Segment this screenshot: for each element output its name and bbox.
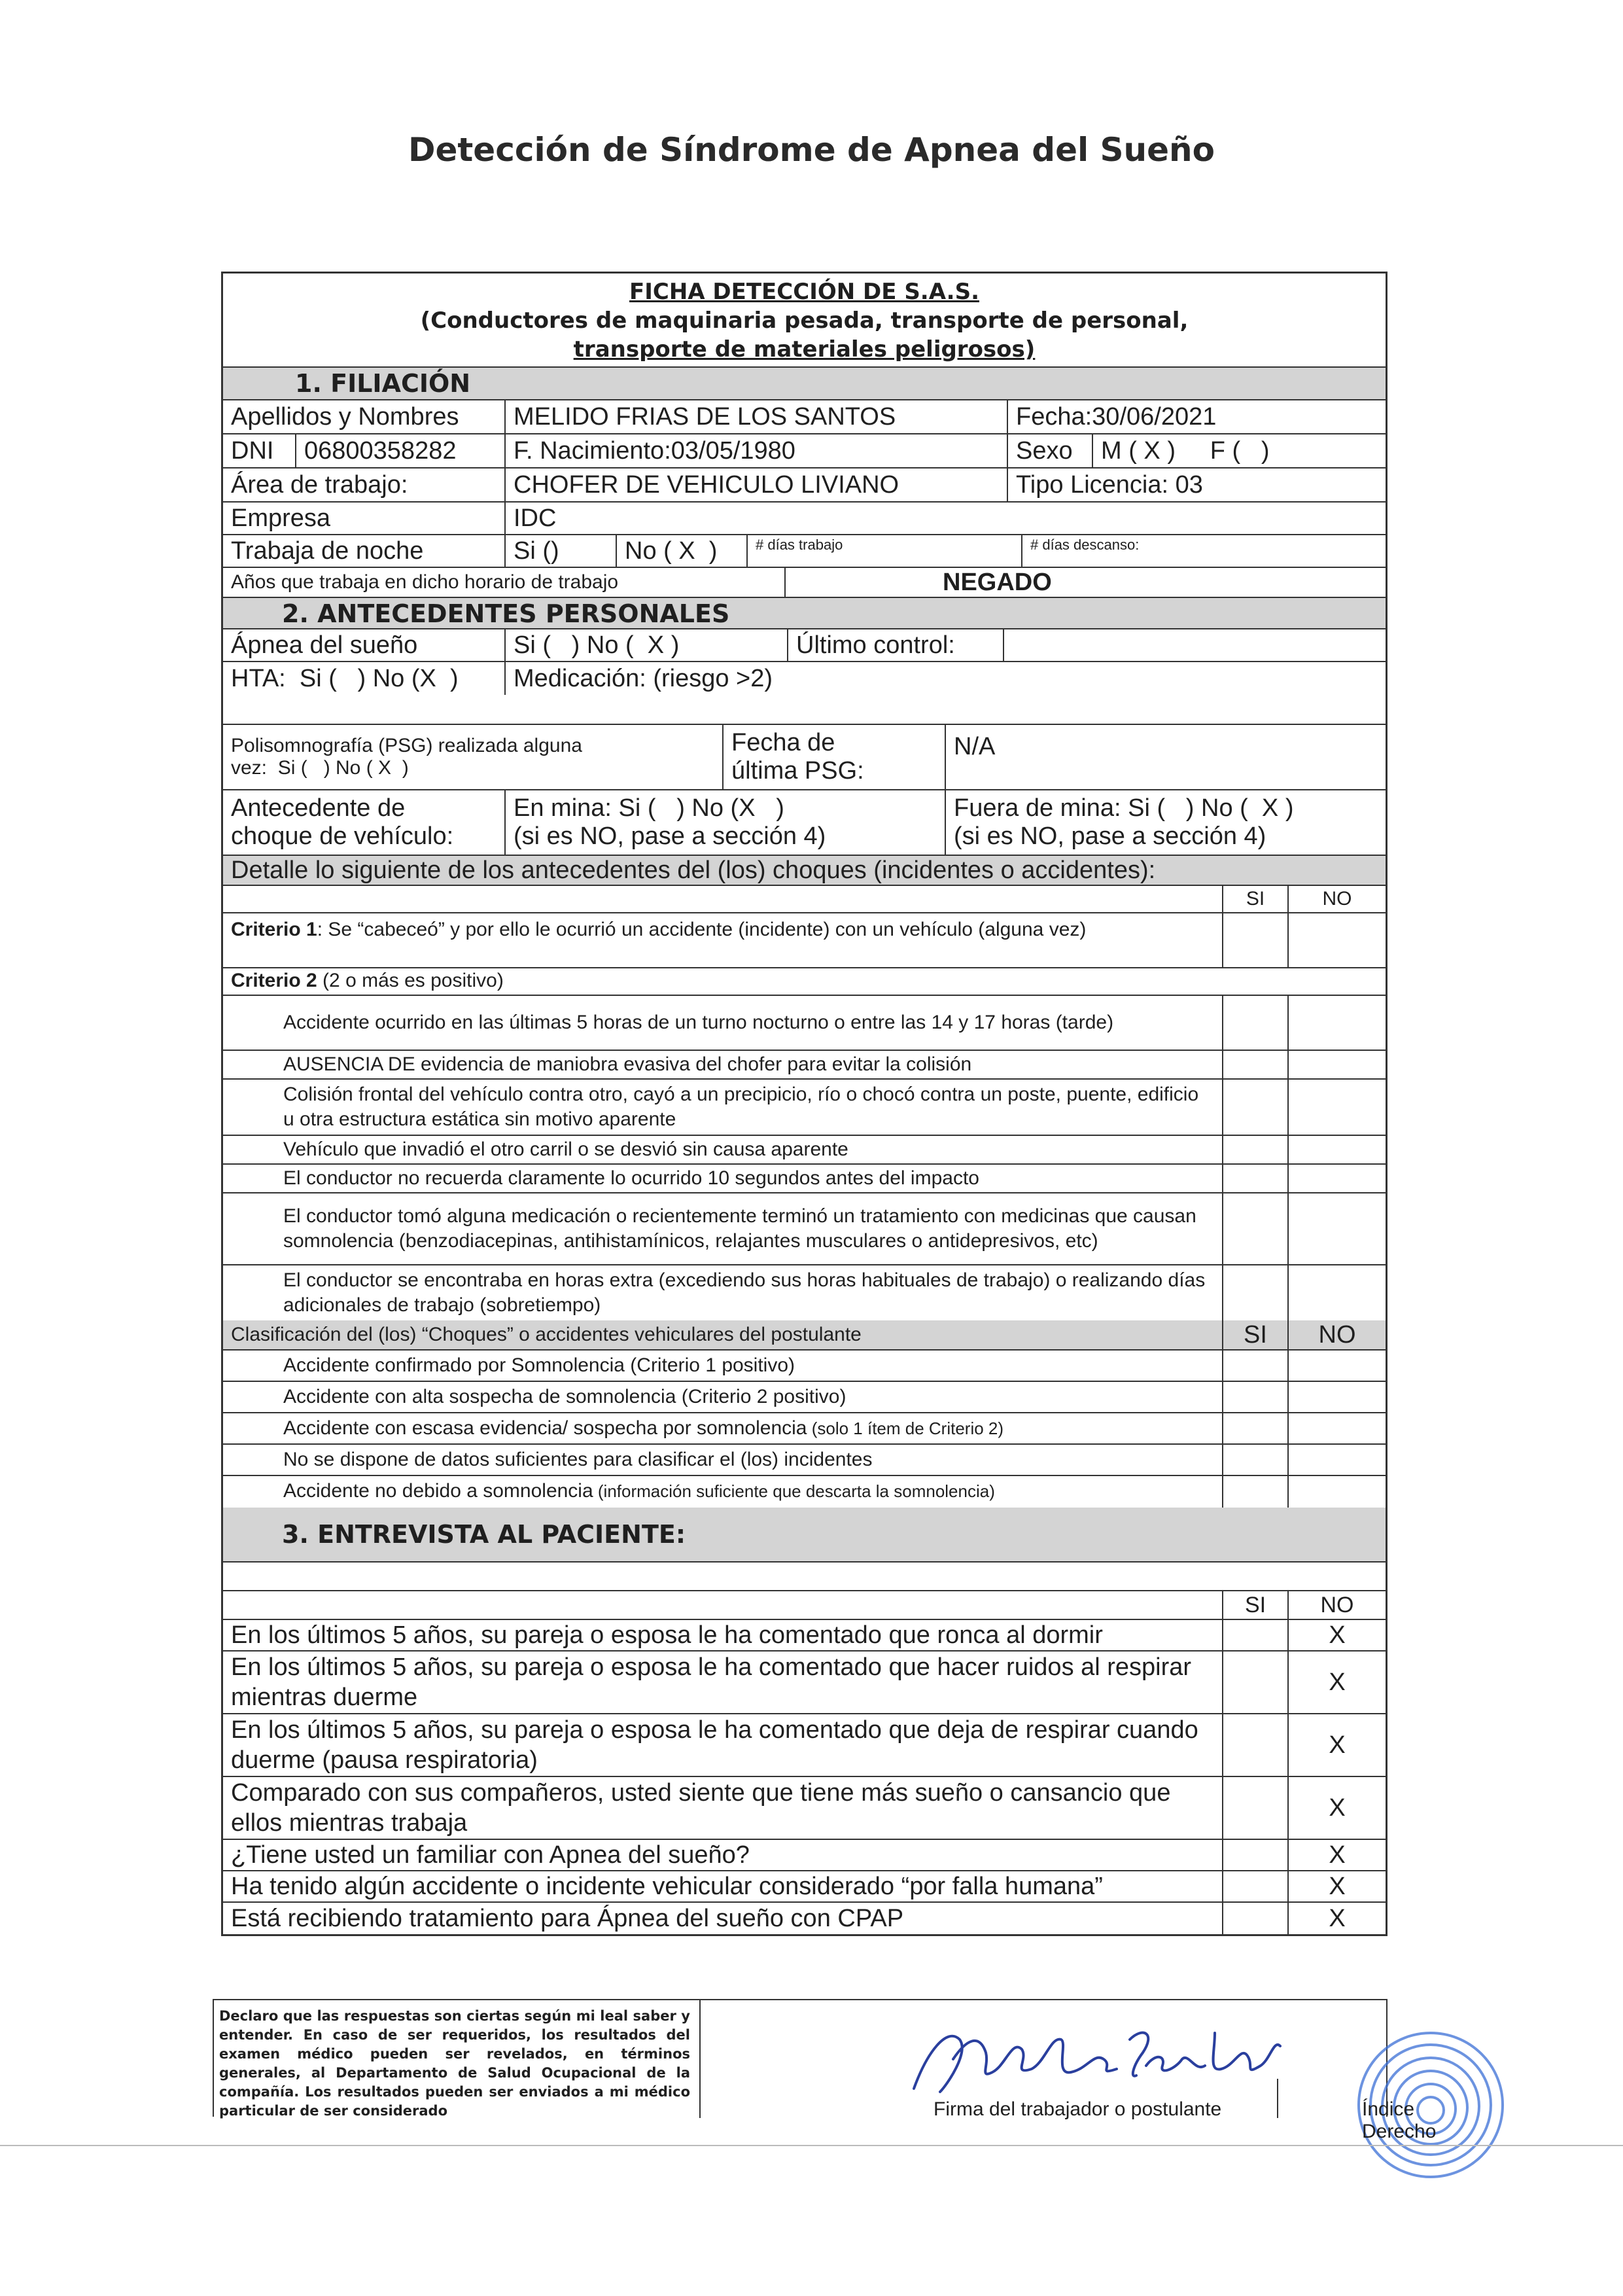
- detalle-no-header: NO: [1322, 888, 1352, 910]
- fuera-mina: [946, 790, 1386, 855]
- criterio-1-label: Criterio 1: [231, 919, 317, 940]
- criterio-2-row: [223, 968, 1386, 996]
- choque-label: [223, 790, 506, 855]
- row-hta: [223, 662, 1386, 725]
- entrevista-answer-si: [1223, 1620, 1289, 1650]
- worker-signature: [907, 2013, 1287, 2098]
- entrevista-si-no-header: [223, 1591, 1386, 1620]
- entrevista-item: [223, 1620, 1386, 1651]
- clasificacion-item: [223, 1445, 1386, 1476]
- entrevista-answer-si: [1223, 1840, 1289, 1870]
- entrevista-answer-si: [1223, 1903, 1289, 1934]
- criterio-2-list: [223, 996, 1386, 1320]
- form-header-subtitle-2: transporte de materiales peligrosos): [573, 336, 1036, 362]
- apnea-value: Si ( ) No ( X ): [506, 629, 788, 661]
- anios-label: Años que trabaja en dicho horario de trabajo: [223, 568, 786, 597]
- criterio-2-item-si: [1223, 1051, 1289, 1078]
- section-1-title: 1. FILIACIÓN: [295, 369, 471, 398]
- clasificacion-item-no: [1289, 1351, 1386, 1381]
- criterio-2-item-text: El conductor tomó alguna medicación o recientemente terminó un tratamiento con medicinas que causan somnolencia (benzodiacepinas, antihistamínicos, relajantes musculares o antidepresivos, etc): [223, 1193, 1223, 1264]
- page-title: Detección de Síndrome de Apnea del Sueño: [408, 131, 1215, 169]
- clasificacion-item-text: [223, 1413, 1223, 1443]
- en-mina: [506, 790, 946, 855]
- apellidos-label: Apellidos y Nombres: [223, 400, 506, 433]
- clasificacion-item-no: [1289, 1382, 1386, 1412]
- criterio-2-item-no: [1289, 1080, 1386, 1135]
- row-dni: [223, 434, 1386, 468]
- anios-value: NEGADO: [943, 568, 1052, 596]
- clasificacion-item-label: Accidente no debido a somnolencia: [283, 1480, 593, 1502]
- clasificacion-item-label: Accidente confirmado por Somnolencia (Criterio 1 positivo): [283, 1354, 795, 1376]
- entrevista-answer-no: X: [1329, 1793, 1346, 1822]
- section-3-title: 3. ENTREVISTA AL PACIENTE:: [282, 1520, 686, 1549]
- entrevista-answer-si: [1223, 1714, 1289, 1776]
- entrevista-answer-si: [1223, 1871, 1289, 1901]
- clasificacion-item-label: No se dispone de datos suficientes para clasificar el (los) incidentes: [283, 1449, 873, 1470]
- noche-label: Trabaja de noche: [223, 535, 506, 567]
- entrevista-answer-no: X: [1329, 1731, 1346, 1759]
- entrevista-item: [223, 1714, 1386, 1777]
- apnea-label: Ápnea del sueño: [223, 629, 506, 661]
- clasificacion-item-si: [1223, 1476, 1289, 1508]
- criterio-2-item-si: [1223, 1165, 1289, 1192]
- row-choque: [223, 790, 1386, 856]
- entrevista-list: [223, 1620, 1386, 1934]
- signature-divider: [699, 2000, 701, 2118]
- criterio-2-item-text: Colisión frontal del vehículo contra otro, cayó a un precipicio, río o chocó contra un poste, puente, edificio u otra estructura estática sin motivo aparente: [223, 1080, 1223, 1135]
- entrevista-item: [223, 1651, 1386, 1714]
- entrevista-item: [223, 1903, 1386, 1934]
- section-3-header: [223, 1508, 1386, 1563]
- clasificacion-item-si: [1223, 1382, 1289, 1412]
- entrevista-answer-no: X: [1329, 1841, 1346, 1869]
- fuera-mina-line2: (si es NO, pase a sección 4): [954, 822, 1266, 850]
- section-1-header: [223, 368, 1386, 400]
- entrevista-question: En los últimos 5 años, su pareja o esposa le ha comentado que hacer ruidos al respirar mientras duerme: [223, 1651, 1223, 1713]
- sas-form: [221, 272, 1387, 1936]
- clasificacion-item-no: [1289, 1476, 1386, 1508]
- criterio-2-item: [223, 996, 1386, 1051]
- tipo-licencia: Tipo Licencia: 03: [1016, 470, 1203, 499]
- criterio-2-item: [223, 1165, 1386, 1193]
- entrevista-item: [223, 1871, 1386, 1903]
- fecha-nacimiento: F. Nacimiento:03/05/1980: [506, 434, 1008, 467]
- criterio-2-item: [223, 1265, 1386, 1320]
- fecha-psg-line1: Fecha de: [731, 729, 835, 756]
- criterio-2-item-no: [1289, 1051, 1386, 1078]
- detalle-si-header: SI: [1223, 886, 1289, 912]
- form-header-subtitle-1: (Conductores de maquinaria pesada, transporte de personal,: [420, 308, 1189, 334]
- criterio-2-text: (2 o más es positivo): [317, 970, 504, 991]
- entrevista-question: Ha tenido algún accidente o incidente vehicular considerado “por falla humana”: [223, 1871, 1223, 1901]
- clasificacion-item-si: [1223, 1351, 1289, 1381]
- criterio-2-item-text: El conductor no recuerda claramente lo ocurrido 10 segundos antes del impacto: [223, 1165, 1223, 1192]
- fecha-psg: [724, 725, 946, 789]
- criterio-1-text: : Se “cabeceó” y por ello le ocurrió un accidente (incidente) con un vehículo (alguna vez): [317, 919, 1087, 940]
- row-anios: [223, 568, 1386, 598]
- row-psg: [223, 725, 1386, 790]
- criterio-1: [223, 913, 1223, 967]
- declaration-text: Declaro que las respuestas son ciertas según mi leal saber y entender. En caso de ser requeridos, los resultados del examen médico pueden ser revelados, en términos generales, al Departamento de Salud Ocupacional de la compañía. Los resultados pueden ser enviados a mi médico particular de ser considerado: [219, 2008, 690, 2119]
- entrevista-answer-no: X: [1329, 1668, 1346, 1696]
- fecha-psg-line2: última PSG:: [731, 757, 864, 785]
- entrevista-no-header: NO: [1320, 1592, 1354, 1617]
- detalle-blank: [223, 886, 1223, 912]
- empresa-value: IDC: [514, 504, 557, 532]
- clasificacion-item: [223, 1351, 1386, 1382]
- clasificacion-item-text: [223, 1476, 1223, 1508]
- hta: HTA: Si ( ) No (X ): [223, 662, 506, 695]
- clasificacion-item-text: [223, 1382, 1223, 1412]
- row-area: [223, 468, 1386, 503]
- criterio-2-item-text: AUSENCIA DE evidencia de maniobra evasiva del chofer para evitar la colisión: [223, 1051, 1223, 1078]
- psg-question-line2: vez: Si ( ) No ( X ): [231, 757, 409, 779]
- criterio-2-label: Criterio 2: [231, 970, 317, 991]
- criterio-2-item-no: [1289, 1136, 1386, 1163]
- entrevista-blank: [223, 1563, 1386, 1590]
- clasificacion-item-no: [1289, 1445, 1386, 1475]
- clasificacion-item-text: [223, 1351, 1223, 1381]
- entrevista-item: [223, 1777, 1386, 1840]
- area-label: Área de trabajo:: [223, 468, 506, 501]
- entrevista-header-blank: [223, 1591, 1223, 1619]
- clasificacion-item-no: [1289, 1413, 1386, 1443]
- criterio-2-item: [223, 1136, 1386, 1165]
- clasificacion-item-note: (solo 1 ítem de Criterio 2): [807, 1419, 1004, 1438]
- criterio-2-item-si: [1223, 1193, 1289, 1264]
- dias-descanso: # días descanso:: [1030, 537, 1140, 553]
- clasificacion-item: [223, 1476, 1386, 1508]
- apellidos-value: MELIDO FRIAS DE LOS SANTOS: [506, 400, 1008, 433]
- row-apellidos: [223, 400, 1386, 434]
- criterio-2-item-no: [1289, 1165, 1386, 1192]
- signature-area: [213, 1999, 1437, 2142]
- empresa-label: Empresa: [223, 503, 506, 534]
- ultimo-control-value: [1004, 629, 1386, 661]
- clasificacion-item-text: [223, 1445, 1223, 1475]
- row-empresa: [223, 503, 1386, 535]
- clasificacion-item-si: [1223, 1445, 1289, 1475]
- detalle-header-text: Detalle lo siguiente de los antecedentes del (los) choques (incidentes o accidentes):: [231, 856, 1156, 884]
- entrevista-answer-no: X: [1329, 1621, 1346, 1649]
- section-2-header: [223, 598, 1386, 629]
- fecha: Fecha:30/06/2021: [1016, 402, 1217, 431]
- row-trabaja-noche: [223, 535, 1386, 568]
- criterio-2-item-no: [1289, 1193, 1386, 1264]
- clasificacion-si-header: SI: [1223, 1320, 1289, 1349]
- form-header: [223, 274, 1386, 368]
- criterio-2-item-no: [1289, 1265, 1386, 1320]
- psg-question: [223, 725, 724, 789]
- criterio-2-item-si: [1223, 996, 1289, 1050]
- criterio-2-item-si: [1223, 1136, 1289, 1163]
- criterio-2-item-si: [1223, 1080, 1289, 1135]
- signature-label: Firma del trabajador o postulante: [934, 2098, 1222, 2120]
- dni-value: 06800358282: [296, 434, 506, 467]
- section-2-title: 2. ANTECEDENTES PERSONALES: [282, 599, 730, 628]
- en-mina-line1: En mina: Si ( ) No (X ): [514, 794, 784, 822]
- noche-si: Si (): [506, 535, 617, 567]
- clasificacion-no-header: NO: [1318, 1320, 1356, 1349]
- criterio-2-item-text: Vehículo que invadió el otro carril o se desvió sin causa aparente: [223, 1136, 1223, 1163]
- entrevista-blank-row: [223, 1563, 1386, 1591]
- row-apnea: [223, 629, 1386, 662]
- detalle-si-no-header: [223, 886, 1386, 913]
- clasificacion-item-note: (información suficiente que descarta la somnolencia): [593, 1481, 995, 1501]
- entrevista-question: Comparado con sus compañeros, usted siente que tiene más sueño o cansancio que ellos mientras trabaja: [223, 1777, 1223, 1839]
- entrevista-answer-si: [1223, 1777, 1289, 1839]
- clasificacion-header: Clasificación del (los) “Choques” o accidentes vehiculares del postulante: [223, 1320, 1223, 1349]
- criterio-2-item-si: [1223, 1265, 1289, 1320]
- criterio-2-item-no: [1289, 996, 1386, 1050]
- clasificacion-item-label: Accidente con alta sospecha de somnolencia (Criterio 2 positivo): [283, 1386, 846, 1407]
- fingerprint-label: Índice Derecho: [1362, 2098, 1437, 2142]
- dias-trabajo: # días trabajo: [748, 535, 1022, 567]
- entrevista-answer-no: X: [1329, 1904, 1346, 1932]
- dni-label: DNI: [223, 434, 296, 467]
- criterio-2-item-text: Accidente ocurrido en las últimas 5 horas de un turno nocturno o entre las 14 y 17 horas (tarde): [223, 996, 1223, 1050]
- sexo-label: Sexo: [1008, 434, 1093, 467]
- page-bottom-rule: [0, 2145, 1623, 2146]
- criterio-2-item: [223, 1051, 1386, 1080]
- medicacion: Medicación: (riesgo >2): [514, 664, 773, 692]
- fuera-mina-line1: Fuera de mina: Si ( ) No ( X ): [954, 794, 1294, 822]
- psg-value: N/A: [954, 733, 996, 760]
- criterio-2-item: [223, 1080, 1386, 1136]
- criterio-2: [223, 968, 1386, 995]
- noche-no: No ( X ): [617, 535, 748, 567]
- signature-divider-2: [1277, 2079, 1278, 2118]
- criterio-1-si: [1223, 913, 1289, 967]
- entrevista-item: [223, 1840, 1386, 1871]
- clasificacion-item: [223, 1413, 1386, 1445]
- entrevista-si-header: SI: [1223, 1591, 1289, 1619]
- entrevista-question: Está recibiendo tratamiento para Ápnea del sueño con CPAP: [223, 1903, 1223, 1934]
- choque-label-line1: Antecedente de: [231, 794, 406, 822]
- clasificacion-item-si: [1223, 1413, 1289, 1443]
- clasificacion-header-row: [223, 1320, 1386, 1351]
- entrevista-answer-si: [1223, 1651, 1289, 1713]
- clasificacion-item: [223, 1382, 1386, 1413]
- criterio-2-item-text: El conductor se encontraba en horas extra (excediendo sus horas habituales de trabajo) o realizando días adicionales de trabajo (sobretiempo): [223, 1265, 1223, 1320]
- clasificacion-list: [223, 1351, 1386, 1508]
- entrevista-question: En los últimos 5 años, su pareja o esposa le ha comentado que deja de respirar cuando duerme (pausa respiratoria): [223, 1714, 1223, 1776]
- en-mina-line2: (si es NO, pase a sección 4): [514, 822, 826, 850]
- entrevista-question: ¿Tiene usted un familiar con Apnea del sueño?: [223, 1840, 1223, 1870]
- psg-question-line1: Polisomnografía (PSG) realizada alguna: [231, 735, 582, 756]
- entrevista-answer-no: X: [1329, 1872, 1346, 1900]
- detalle-header: [223, 856, 1386, 886]
- criterio-2-item: [223, 1193, 1386, 1265]
- criterio-1-no: [1289, 913, 1386, 967]
- area-value: CHOFER DE VEHICULO LIVIANO: [506, 468, 1008, 501]
- ultimo-control: Último control:: [788, 629, 1004, 661]
- sexo-value: M ( X ) F ( ): [1101, 436, 1270, 465]
- choque-label-line2: choque de vehículo:: [231, 822, 454, 850]
- clasificacion-item-label: Accidente con escasa evidencia/ sospecha por somnolencia: [283, 1417, 807, 1439]
- entrevista-question: En los últimos 5 años, su pareja o esposa le ha comentado que ronca al dormir: [223, 1620, 1223, 1650]
- criterio-1-row: [223, 913, 1386, 968]
- form-header-title: FICHA DETECCIÓN DE S.A.S.: [629, 279, 979, 305]
